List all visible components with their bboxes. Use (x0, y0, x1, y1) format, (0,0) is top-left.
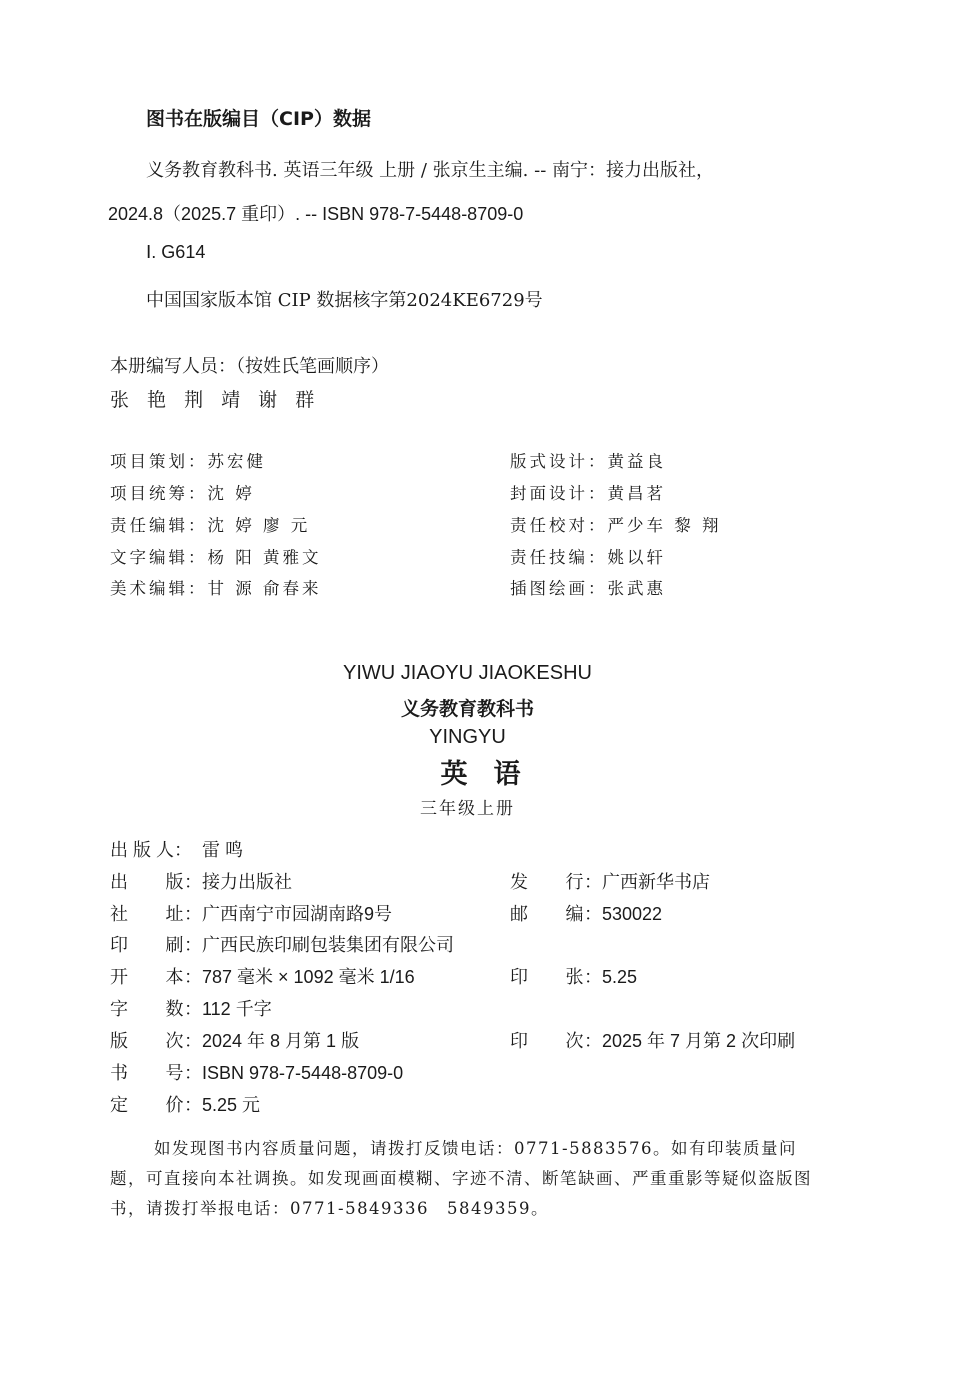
pub-key: 发 行： (510, 872, 602, 892)
pub-value: 530022 (602, 904, 663, 924)
pub-value: 2024 年 8 月第 1 版 (202, 1031, 360, 1051)
pub-value: 112 千字 (202, 999, 272, 1019)
pub-row-isbn (110, 1059, 403, 1085)
pub-row-publisher (110, 868, 292, 894)
subject-pinyin: YINGYU (429, 726, 506, 748)
cip-line-4: 中国国家版本馆 CIP 数据核字第2024KE6729号 (146, 290, 543, 311)
pub-value: 广西民族印刷包装集团有限公司 (202, 935, 454, 955)
pub-key: 书 号： (110, 1063, 202, 1083)
cip-line-3: Ⅰ. G614 (146, 242, 206, 262)
pub-row-edition (110, 1027, 359, 1053)
pub-row-distributor (510, 868, 710, 894)
cip-line-2: 2024.8（2025.7 重印）. -- ISBN 978-7-5448-8709-0 (108, 204, 524, 224)
grade-title: 三年级上册 (420, 799, 515, 819)
quality-notice: 如发现图书内容质量问题，请拨打反馈电话：0771-5883576。如有印装质量问题，可直接向本社调换。如发现画面模糊、字迹不清、断笔缺画、严重重影等疑似盗版图书，请拨打举报电话：0771-5849336 5849359。 (110, 1139, 812, 1218)
pub-value: 787 毫米 × 1092 毫米 1/16 (202, 967, 415, 987)
pub-row-sheets (510, 963, 637, 989)
series-pinyin: YIWU JIAOYU JIAOKESHU (343, 662, 592, 684)
series-title: 义务教育教科书 (400, 698, 534, 720)
staff-right-3: 责任校对：严少车 黎 翔 (510, 516, 722, 535)
authors-names: 张 艳 荆 靖 谢 群 (110, 389, 321, 411)
staff-right-4: 责任技编：姚以轩 (510, 548, 666, 567)
authors-label: 本册编写人员：（按姓氏笔画顺序） (110, 356, 389, 376)
staff-right-2: 封面设计：黄昌茗 (510, 484, 666, 503)
pub-value: ISBN 978-7-5448-8709-0 (202, 1063, 404, 1083)
staff-right-5: 插图绘画：张武惠 (510, 579, 666, 598)
pub-value: 广西新华书店 (602, 872, 710, 892)
pub-key: 开 本： (110, 967, 202, 987)
staff-right-1: 版式设计：黄益良 (510, 452, 666, 471)
pub-value: 2025 年 7 月第 2 次印刷 (602, 1031, 796, 1051)
pub-key: 印 张： (510, 967, 602, 987)
pub-key: 出 版： (110, 872, 202, 892)
pub-value: 接力出版社 (202, 872, 292, 892)
pub-value: 5.25 (602, 967, 638, 987)
pub-row-postcode (510, 900, 662, 926)
staff-left-3: 责任编辑：沈 婷 廖 元 (110, 516, 311, 535)
pub-key: 印 次： (510, 1031, 602, 1051)
cip-line-1: 义务教育教科书. 英语三年级 上册 / 张京生主编. -- 南宁：接力出版社， (146, 160, 714, 181)
pub-key: 版 次： (110, 1031, 202, 1051)
staff-left-4: 文字编辑：杨 阳 黄雅文 (110, 548, 322, 567)
pub-key: 社 址： (110, 904, 202, 924)
publisher-person-key: 出 版 人： (110, 840, 193, 860)
pub-row-address (110, 900, 392, 926)
pub-key: 印 刷： (110, 935, 202, 955)
publisher-person-value: 雷 鸣 (202, 840, 244, 860)
pub-row-printing (510, 1027, 795, 1053)
pub-row-price (110, 1091, 260, 1117)
pub-value: 广西南宁市园湖南路9号 (202, 904, 393, 924)
subject-title: 英语 (440, 759, 547, 790)
pub-key: 字 数： (110, 999, 202, 1019)
pub-row-wordcount (110, 995, 272, 1021)
pub-value: 5.25 元 (202, 1095, 261, 1115)
staff-left-5: 美术编辑：甘 源 俞春来 (110, 579, 322, 598)
pub-row-printer (110, 931, 454, 957)
staff-left-2: 项目统筹：沈 婷 (110, 484, 255, 503)
pub-key: 邮 编： (510, 904, 602, 924)
publisher-person-row (110, 836, 243, 862)
staff-left-1: 项目策划：苏宏健 (110, 452, 266, 471)
cip-heading: 图书在版编目（CIP）数据 (146, 108, 371, 130)
pub-row-format (110, 963, 415, 989)
pub-key: 定 价： (110, 1095, 202, 1115)
